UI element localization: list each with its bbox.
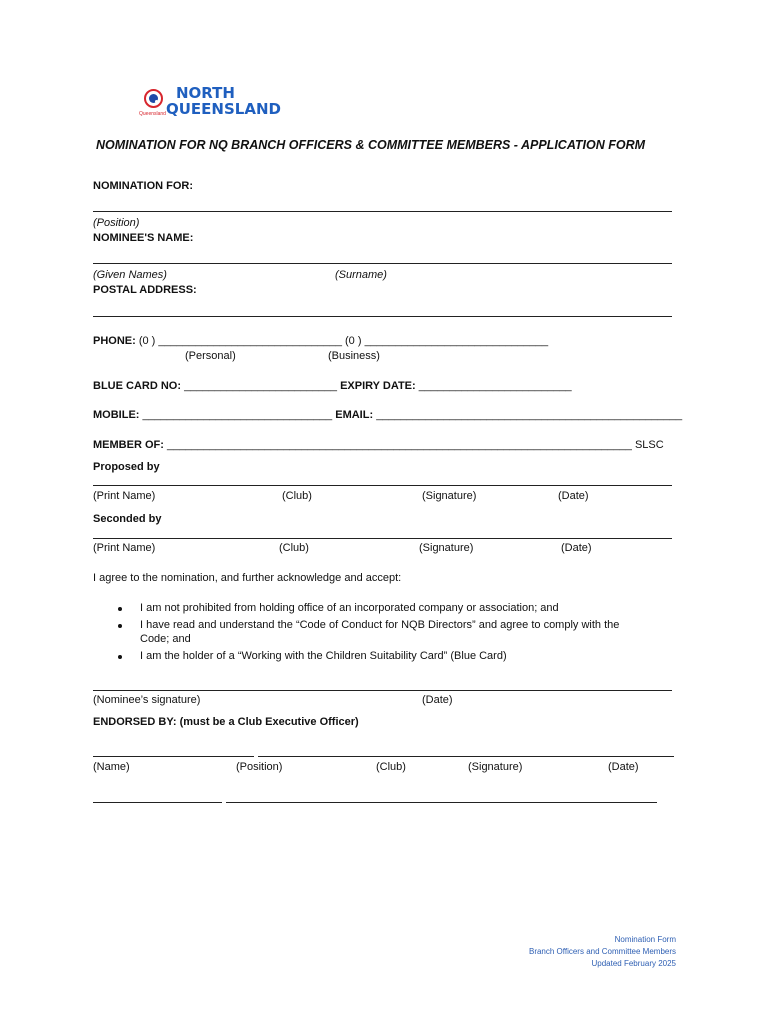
bullet-icon <box>118 624 122 628</box>
member-of-field[interactable]: ____________________________________________________________________________ <box>166 439 632 451</box>
bullet-icon <box>118 607 122 611</box>
endorser-details-field-line[interactable] <box>258 756 674 757</box>
nominee-signature-caption: (Nominee’s signature) <box>93 694 201 706</box>
seconded-by-field-line[interactable] <box>93 538 672 539</box>
position-field-line[interactable] <box>93 211 672 212</box>
bullet-icon <box>118 655 122 659</box>
footer-line-1: Nomination Form <box>614 935 676 944</box>
email-label: EMAIL: <box>335 409 374 421</box>
endorser-name-field-line[interactable] <box>93 756 254 757</box>
blue-card-row <box>93 380 572 392</box>
page-title: NOMINATION FOR NQ BRANCH OFFICERS & COMMITTEE MEMBERS - APPLICATION FORM <box>96 138 646 152</box>
blue-card-field[interactable]: _________________________ <box>184 380 338 392</box>
phone-label: PHONE: <box>93 335 136 347</box>
endorser-name-caption: (Name) <box>93 761 130 773</box>
position-caption: (Position) <box>93 217 140 229</box>
nominee-name-label: NOMINEE'S NAME: <box>93 232 194 244</box>
endorser-date-caption: (Date) <box>608 761 639 773</box>
agreement-item-1: I am not prohibited from holding office of an incorporated company or association; and <box>140 602 559 614</box>
proposed-date-caption: (Date) <box>558 490 589 502</box>
endorsed-by-label: ENDORSED BY: (must be a Club Executive Officer) <box>93 716 359 728</box>
seconded-signature-caption: (Signature) <box>419 542 474 554</box>
mobile-field[interactable]: _______________________________ <box>142 409 333 421</box>
slsc-suffix: SLSC <box>634 439 664 451</box>
expiry-date-label: EXPIRY DATE: <box>340 380 416 392</box>
proposed-club-caption: (Club) <box>282 490 312 502</box>
extra-field-line-1[interactable] <box>93 802 222 803</box>
logo-north: NORTH <box>176 84 235 102</box>
agreement-item-3: I am the holder of a “Working with the Children Suitability Card” (Blue Card) <box>140 650 507 662</box>
seconded-print-name-caption: (Print Name) <box>93 542 156 554</box>
nominee-signature-field-line[interactable] <box>93 690 672 691</box>
mobile-email-row <box>93 409 682 421</box>
extra-field-line-2[interactable] <box>226 802 657 803</box>
proposed-by-field-line[interactable] <box>93 485 672 486</box>
business-caption: (Business) <box>328 350 380 362</box>
agreement-intro: I agree to the nomination, and further acknowledge and accept: <box>93 572 402 584</box>
expiry-date-field[interactable]: _________________________ <box>418 380 572 392</box>
mobile-label: MOBILE: <box>93 409 140 421</box>
nominee-name-field-line[interactable] <box>93 263 672 264</box>
agreement-item-2: I have read and understand the “Code of Conduct for NQB Directors” and agree to comply with the <box>140 619 620 631</box>
footer-line-2: Branch Officers and Committee Members <box>528 947 676 956</box>
phone-area-personal: (0 ) <box>138 335 156 347</box>
endorser-signature-caption: (Signature) <box>468 761 523 773</box>
proposed-signature-caption: (Signature) <box>422 490 477 502</box>
blue-card-label: BLUE CARD NO: <box>93 380 181 392</box>
proposed-by-label: Proposed by <box>93 461 160 473</box>
seconded-date-caption: (Date) <box>561 542 592 554</box>
phone-personal-field[interactable]: ______________________________ <box>158 335 342 347</box>
email-field[interactable]: __________________________________________________ <box>376 409 683 421</box>
surname-caption: (Surname) <box>335 269 387 281</box>
phone-business-field[interactable]: ______________________________ <box>364 335 549 347</box>
seconded-by-label: Seconded by <box>93 513 162 525</box>
given-names-caption: (Given Names) <box>93 269 167 281</box>
logo-small-text: Queensland <box>139 111 166 117</box>
nominee-date-caption: (Date) <box>422 694 453 706</box>
nomination-for-label: NOMINATION FOR: <box>93 180 194 192</box>
postal-address-label: POSTAL ADDRESS: <box>93 284 197 296</box>
phone-area-business: (0 ) <box>345 335 362 347</box>
endorser-position-caption: (Position) <box>236 761 283 773</box>
seconded-club-caption: (Club) <box>279 542 309 554</box>
logo-emblem-icon <box>144 89 163 108</box>
phone-row <box>93 335 548 347</box>
proposed-print-name-caption: (Print Name) <box>93 490 156 502</box>
logo-queensland: QUEENSLAND <box>166 100 281 118</box>
personal-caption: (Personal) <box>185 350 236 362</box>
member-of-label: MEMBER OF: <box>93 439 164 451</box>
member-of-row <box>93 439 664 451</box>
postal-address-field-line[interactable] <box>93 316 672 317</box>
footer-line-3: Updated February 2025 <box>591 959 676 968</box>
agreement-item-2-continued: Code; and <box>140 633 191 645</box>
endorser-club-caption: (Club) <box>376 761 406 773</box>
